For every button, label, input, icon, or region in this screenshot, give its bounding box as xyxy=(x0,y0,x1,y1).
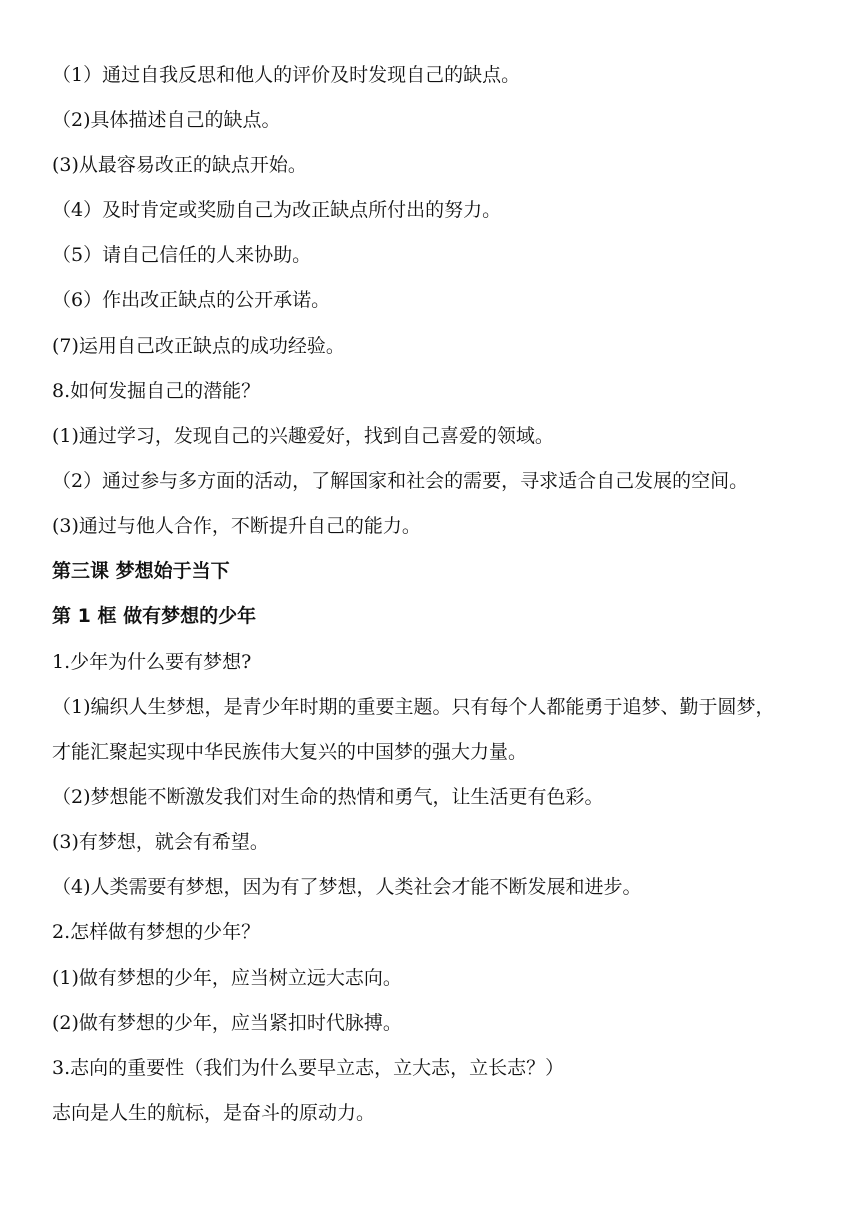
item-3-start-easiest: (3)从最容易改正的缺点开始。 xyxy=(52,154,307,176)
section-heading: 第 1 框 做有梦想的少年 xyxy=(52,605,257,627)
potential-item-3: (3)通过与他人合作，不断提升自己的能力。 xyxy=(52,515,421,537)
how-item-1: (1)做有梦想的少年，应当树立远大志向。 xyxy=(52,967,402,989)
lesson-heading: 第三课 梦想始于当下 xyxy=(52,560,230,582)
item-5-trusted-help: （5）请自己信任的人来协助。 xyxy=(52,244,312,266)
question-3-ambition: 3.志向的重要性（我们为什么要早立志，立大志，立长志？） xyxy=(52,1057,565,1079)
question-8-potential: 8.如何发掘自己的潜能？ xyxy=(52,380,261,402)
how-item-2: (2)做有梦想的少年，应当紧扣时代脉搏。 xyxy=(52,1012,402,1034)
dream-reason-2: （2)梦想能不断激发我们对生命的热情和勇气，让生活更有色彩。 xyxy=(52,786,604,808)
dream-reason-1-line-1: （1)编织人生梦想，是青少年时期的重要主题。只有每个人都能勇于追梦、勤于圆梦， xyxy=(52,696,775,718)
item-1-find-shortcomings: （1）通过自我反思和他人的评价及时发现自己的缺点。 xyxy=(52,64,521,86)
item-2-describe-shortcomings: （2)具体描述自己的缺点。 xyxy=(52,109,281,131)
item-4-reward-effort: （4）及时肯定或奖励自己为改正缺点所付出的努力。 xyxy=(52,199,502,221)
dream-reason-1-line-2: 才能汇聚起实现中华民族伟大复兴的中国梦的强大力量。 xyxy=(52,741,528,763)
item-6-public-commitment: （6）作出改正缺点的公开承诺。 xyxy=(52,289,331,311)
ambition-answer: 志向是人生的航标，是奋斗的原动力。 xyxy=(52,1102,376,1124)
question-2-how-dream: 2.怎样做有梦想的少年？ xyxy=(52,921,261,943)
dream-reason-4: （4)人类需要有梦想，因为有了梦想，人类社会才能不断发展和进步。 xyxy=(52,876,642,898)
potential-item-2: （2）通过参与多方面的活动，了解国家和社会的需要，寻求适合自己发展的空间。 xyxy=(52,470,749,492)
potential-item-1: (1)通过学习，发现自己的兴趣爱好，找到自己喜爱的领域。 xyxy=(52,425,554,447)
item-7-use-experience: (7)运用自己改正缺点的成功经验。 xyxy=(52,335,345,357)
question-1-why-dream: 1.少年为什么要有梦想? xyxy=(52,651,252,673)
dream-reason-3: (3)有梦想，就会有希望。 xyxy=(52,831,269,853)
